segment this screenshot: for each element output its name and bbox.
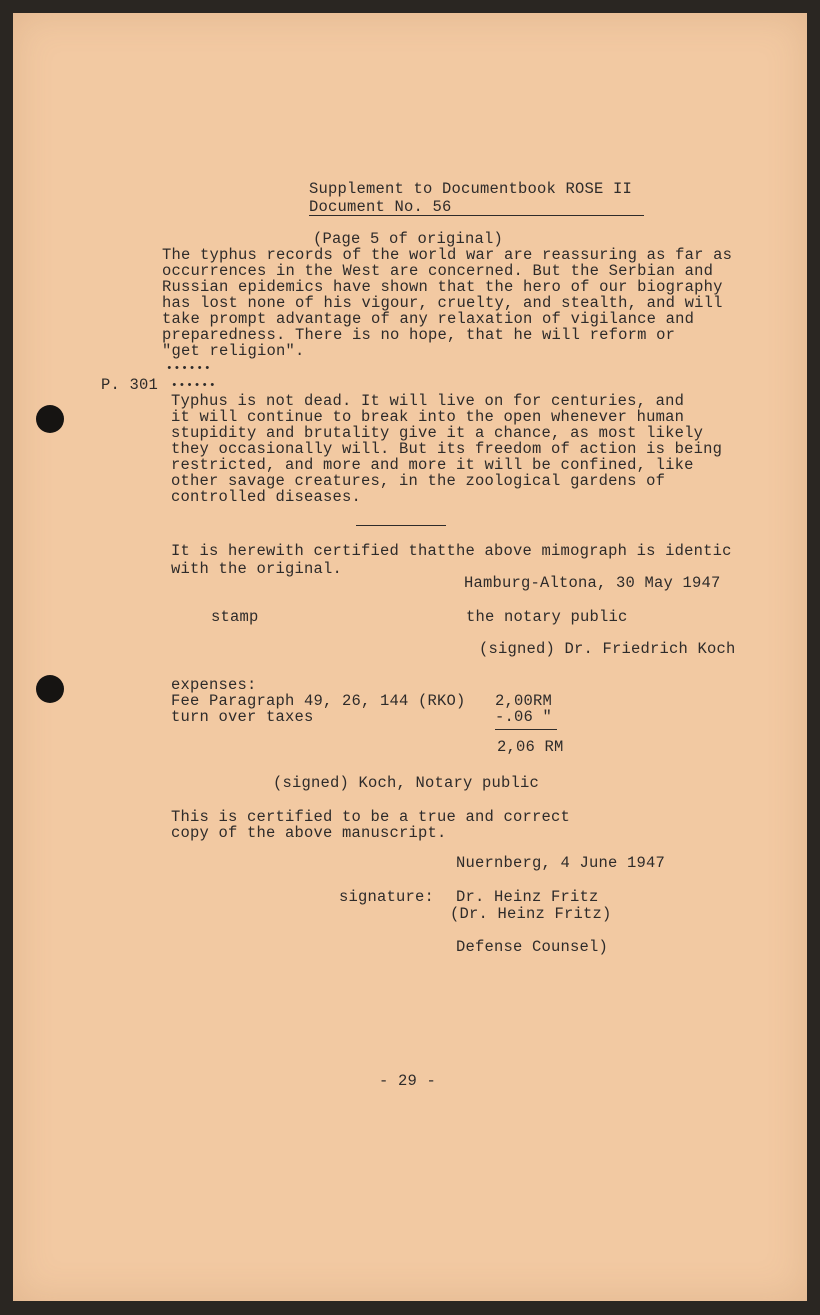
expense-description: turn over taxes xyxy=(171,708,314,726)
certification-line: It is herewith certified thatthe above mimograph is identic xyxy=(171,542,732,560)
koch-signature: (signed) Koch, Notary public xyxy=(273,774,540,792)
expense-amount: 2,00RM xyxy=(495,692,553,710)
margin-page-reference: P. 301 xyxy=(101,376,159,394)
stamp-label: stamp xyxy=(211,608,259,626)
header-line-2: Document No. 56 xyxy=(309,198,452,216)
ellipsis-marker: •••••• xyxy=(171,380,217,392)
paragraph-2-line: restricted, and more and more it will be confined, like xyxy=(171,456,694,474)
paragraph-1-line: The typhus records of the world war are reassuring as far as xyxy=(162,246,733,264)
paragraph-2-line: other savage creatures, in the zoological gardens of xyxy=(171,472,666,490)
paragraph-1-line: Russian epidemics have shown that the hero of our biography xyxy=(162,278,723,296)
header-line-1: Supplement to Documentbook ROSE II xyxy=(309,180,633,198)
document-page xyxy=(13,13,807,1301)
ellipsis-marker: •••••• xyxy=(166,363,212,375)
paragraph-2-line: Typhus is not dead. It will live on for centuries, and xyxy=(171,392,685,410)
page-reference: (Page 5 of original) xyxy=(313,230,504,248)
paragraph-2-line: it will continue to break into the open whenever human xyxy=(171,408,685,426)
true-copy-line: copy of the above manuscript. xyxy=(171,824,447,842)
paragraph-1-line: take prompt advantage of any relaxation of vigilance and xyxy=(162,310,695,328)
certification-place-date: Hamburg-Altona, 30 May 1947 xyxy=(464,574,721,592)
signature-name: Dr. Heinz Fritz xyxy=(456,888,599,906)
header-underline xyxy=(309,215,644,216)
true-copy-line: This is certified to be a true and correct xyxy=(171,808,571,826)
paragraph-2-line: stupidity and brutality give it a chance, as most likely xyxy=(171,424,704,442)
notary-label: the notary public xyxy=(466,608,628,626)
nuernberg-date: Nuernberg, 4 June 1947 xyxy=(456,854,666,872)
punch-hole xyxy=(36,675,64,703)
expense-amount: -.06 " xyxy=(495,708,553,726)
expenses-label: expenses: xyxy=(171,676,257,694)
certification-line: with the original. xyxy=(171,560,343,578)
paragraph-1-line: "get religion". xyxy=(162,342,305,360)
section-divider xyxy=(356,525,446,526)
paragraph-2-line: they occasionally will. But its freedom of action is being xyxy=(171,440,723,458)
expense-description: Fee Paragraph 49, 26, 144 (RKO) xyxy=(171,692,466,710)
expense-total: 2,06 RM xyxy=(497,738,564,756)
paragraph-1-line: preparedness. There is no hope, that he will reform or xyxy=(162,326,676,344)
signature-label: signature: xyxy=(339,888,435,906)
total-rule xyxy=(495,729,557,730)
signature-role: Defense Counsel) xyxy=(456,938,609,956)
punch-hole xyxy=(36,405,64,433)
paragraph-1-line: occurrences in the West are concerned. But the Serbian and xyxy=(162,262,714,280)
signature-name-typed: (Dr. Heinz Fritz) xyxy=(450,905,612,923)
paragraph-1-line: has lost none of his vigour, cruelty, and stealth, and will xyxy=(162,294,723,312)
page-number: - 29 - xyxy=(379,1072,437,1090)
paragraph-2-line: controlled diseases. xyxy=(171,488,362,506)
notary-signature: (signed) Dr. Friedrich Koch xyxy=(479,640,736,658)
